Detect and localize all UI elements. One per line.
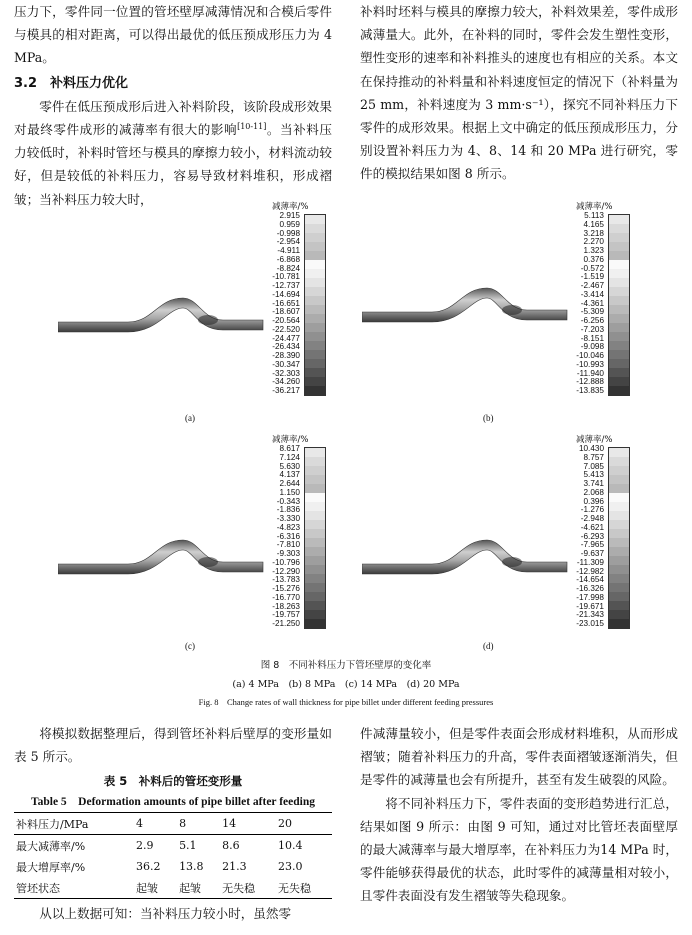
- table-header-cell: 14: [222, 817, 237, 830]
- legend-tick-label: -12.290: [272, 566, 300, 576]
- legend-tick-label: -1.836: [276, 505, 300, 515]
- legend-ticks: [570, 212, 604, 396]
- table-row: [14, 835, 332, 857]
- legend-tick-label: 0.396: [583, 496, 604, 506]
- section-heading: 3.2 补料压力优化: [14, 75, 129, 91]
- right-column-bottom: [360, 722, 678, 908]
- table-cell: 2.9: [136, 839, 154, 852]
- legend-tick-label: -4.621: [580, 522, 604, 532]
- legend-tick-label: -4.911: [277, 246, 300, 255]
- legend-tick-label: 4.137: [279, 470, 300, 480]
- tube-simulation: [58, 290, 268, 340]
- legend-tick-label: -13.783: [272, 575, 300, 585]
- legend-tick-label: -7.203: [580, 324, 604, 334]
- legend-tick-label: -18.607: [272, 307, 300, 317]
- table-header-cell: 20: [278, 817, 293, 830]
- legend-tick-label: -19.757: [272, 610, 300, 620]
- legend-tick-label: -1.276: [580, 505, 604, 515]
- legend-tick-label: -14.694: [272, 289, 300, 299]
- legend-tick-label: -8.824: [276, 263, 300, 273]
- table-cell: 管坯状态: [16, 881, 60, 895]
- legend-tick-label: -18.263: [272, 601, 300, 611]
- legend-tick-label: -8.151: [580, 333, 604, 343]
- legend-tick-label: -16.651: [272, 298, 300, 308]
- table-cell: 10.4: [278, 839, 303, 852]
- left-column-bottom: [14, 722, 332, 768]
- table-cell: 8.6: [222, 839, 240, 852]
- legend-tick-label: -24.477: [272, 333, 300, 343]
- legend-ticks: [266, 445, 300, 629]
- legend-tick-label: -10.993: [576, 359, 604, 369]
- legend-tick-label: 5.413: [583, 470, 604, 480]
- figure-subcaption: (a) 4 MPa (b) 8 MPa (c) 14 MPa (d) 20 MPa: [232, 679, 460, 690]
- table-cell: 21.3: [222, 860, 247, 873]
- legend-tick-label: 5.113: [584, 211, 604, 220]
- text: 。当补料压力较低时，补料时管坯与模具的摩擦力较小，材料流动较好，但是较低的补料压力，容易导致材料堆积，形成褶皱；当补料压力较大时，: [14, 122, 333, 207]
- legend-tick-label: -30.347: [272, 359, 300, 369]
- panel-label: (a): [185, 413, 195, 423]
- legend-title: 减薄率/%: [272, 435, 309, 445]
- legend-tick-label: 3.218: [583, 228, 604, 238]
- legend-ticks: [570, 445, 604, 629]
- table-header-cell: 8: [179, 817, 187, 830]
- panel-label: (b): [483, 413, 494, 423]
- legend-tick-label: -23.015: [576, 619, 604, 628]
- right-column-top: [360, 0, 678, 186]
- legend-tick-label: -22.520: [272, 324, 300, 334]
- legend-tick-label: -4.361: [580, 298, 604, 308]
- legend-tick-label: -36.217: [272, 386, 300, 395]
- table-cell: 无失稳: [278, 881, 312, 895]
- table-header-cell: 补料压力/MPa: [16, 817, 89, 831]
- legend-tick-label: 3.741: [583, 479, 604, 488]
- legend-tick-label: 10.430: [578, 444, 604, 453]
- legend-tick-label: -0.998: [276, 228, 300, 238]
- legend-tick-label: -9.303: [276, 549, 300, 558]
- panel-label: (d): [483, 641, 494, 651]
- legend-ticks: [266, 212, 300, 396]
- paragraph: 将不同补料压力下，零件表面的变形趋势进行汇总，结果如图 9 所示：由图 9 可知，通过对比管坯表面壁厚的最大减薄率与最大增厚率，在补料压力为14 MPa 时，零件能够获得最优的状态，此时零件的减薄量相对较小，且零件表面没有发生褶皱等失稳现象。: [360, 795, 678, 904]
- legend-tick-label: -4.823: [276, 522, 300, 532]
- legend-tick-label: 2.270: [583, 237, 604, 247]
- legend-tick-label: -6.316: [276, 531, 300, 541]
- legend-tick-label: -3.330: [276, 514, 300, 523]
- legend-tick-label: -1.519: [580, 272, 604, 282]
- legend-tick-label: 5.630: [279, 461, 300, 471]
- table-row: [14, 877, 332, 899]
- citation: [10-11]: [237, 121, 267, 131]
- legend-tick-label: -21.343: [576, 610, 604, 620]
- table-5: [14, 812, 332, 899]
- paragraph: 压力下，零件同一位置的管坯壁厚减薄情况和合模后零件与模具的相对距离，可以得出最优的低压预成形压力为 4 MPa。: [14, 4, 332, 66]
- table-cell: 起皱: [136, 881, 158, 895]
- legend-tick-label: -7.810: [276, 540, 300, 550]
- panel-label: (c): [185, 641, 195, 651]
- color-bar: [608, 214, 630, 396]
- table-cell: 起皱: [179, 881, 202, 895]
- legend-tick-label: -19.671: [576, 601, 604, 611]
- legend-tick-label: -9.098: [580, 342, 604, 352]
- paragraph: 从以上数据可知：当补料压力较小时，虽然零: [39, 906, 292, 921]
- tube-simulation: [58, 532, 268, 582]
- legend-tick-label: -0.343: [276, 496, 300, 506]
- table-cell: 5.1: [179, 839, 197, 852]
- legend-tick-label: 2.644: [279, 479, 300, 488]
- legend-tick-label: -6.256: [580, 316, 604, 325]
- legend-tick-label: -32.303: [272, 368, 300, 378]
- legend-tick-label: -6.868: [276, 254, 300, 264]
- figure-caption-cn: 图 8 不同补料压力下管坯壁厚的变化率: [260, 660, 432, 671]
- legend-title: 减薄率/%: [272, 202, 309, 212]
- legend-tick-label: -2.467: [580, 281, 604, 290]
- legend-tick-label: -16.326: [576, 584, 604, 593]
- table-title-cn: 表 5 补料后的管坯变形量: [103, 774, 243, 788]
- legend-tick-label: -10.046: [576, 351, 604, 360]
- legend-tick-label: -16.770: [272, 592, 300, 602]
- legend-tick-label: 0.376: [583, 254, 604, 264]
- legend-tick-label: -12.982: [576, 566, 604, 576]
- table-header-cell: 4: [136, 817, 143, 830]
- legend-tick-label: -9.637: [580, 549, 604, 558]
- legend-tick-label: 1.323: [583, 246, 604, 255]
- tube-simulation: [362, 532, 572, 582]
- legend-tick-label: 2.068: [583, 487, 604, 497]
- color-bar: [304, 447, 326, 629]
- table-cell: 13.8: [179, 860, 204, 873]
- legend-tick-label: -5.309: [580, 307, 604, 317]
- legend-tick-label: -28.390: [272, 351, 300, 360]
- paragraph: 补料时坯料与模具的摩擦力较大，补料效果差，零件成形减薄量大。此外，在补料的同时，零件会发生塑性变形，塑性变形的速率和补料推头的速度也有相应的关系。本文在保持推动的补料量和补料速度恒定的情况下（补料量为 25 mm，补料速度为 3 mm·s⁻¹），探究不同补料压力下零件的成形效果。根据上文中确定的低压预成形压力，分别设置补料压力为 4、8、14 和 20 MPa 进行研究，零件的模拟结果如图 8 所示。: [360, 4, 678, 182]
- table-header-row: [14, 813, 332, 835]
- legend-tick-label: -6.293: [580, 531, 604, 541]
- table-cell: 23.0: [278, 860, 303, 873]
- text: 零件在低压预成形后进入补料阶段，该阶段成形效果对最终零件成形的减薄率有很大的影响: [14, 98, 332, 138]
- legend-tick-label: -2.948: [580, 514, 604, 523]
- legend-tick-label: 4.165: [583, 219, 604, 229]
- paragraph: [14, 95, 332, 211]
- legend-tick-label: -10.781: [272, 272, 300, 282]
- legend-tick-label: -7.965: [580, 540, 604, 550]
- table-row: [14, 856, 332, 877]
- legend-title: 减薄率/%: [576, 435, 613, 445]
- legend-title: 减薄率/%: [576, 202, 613, 212]
- table-cell: 最大增厚率/%: [16, 860, 86, 874]
- table-cell: 无失稳: [222, 881, 256, 895]
- legend-tick-label: -11.940: [576, 368, 604, 378]
- left-column-top: [14, 0, 332, 211]
- legend-tick-label: -21.250: [272, 619, 300, 628]
- legend-tick-label: -13.835: [576, 386, 604, 395]
- legend-tick-label: -12.888: [576, 377, 604, 387]
- legend-tick-label: 8.617: [279, 444, 300, 453]
- table-cell: 最大减薄率/%: [16, 839, 86, 853]
- color-bar: [608, 447, 630, 629]
- legend-tick-label: -2.954: [276, 237, 300, 247]
- table-title-en: Table 5 Deformation amounts of pipe billet after feeding: [31, 796, 315, 808]
- legend-tick-label: 7.085: [583, 461, 604, 471]
- paragraph: 将模拟数据整理后，得到管坯补料后壁厚的变形量如表 5 所示。: [14, 726, 332, 765]
- left-column-end: [14, 902, 332, 925]
- figure-caption-en: Fig. 8 Change rates of wall thickness for pipe billet under different feeding pressures: [198, 697, 494, 707]
- legend-tick-label: -3.414: [580, 289, 604, 299]
- legend-tick-label: -11.309: [576, 557, 604, 567]
- legend-tick-label: -10.796: [272, 557, 300, 567]
- legend-tick-label: -26.434: [272, 342, 300, 352]
- legend-tick-label: -17.998: [576, 592, 604, 602]
- tube-simulation: [362, 280, 572, 330]
- legend-tick-label: 7.124: [279, 452, 300, 462]
- legend-tick-label: 8.757: [583, 452, 604, 462]
- legend-tick-label: 1.150: [279, 487, 300, 497]
- legend-tick-label: -15.276: [272, 584, 300, 593]
- legend-tick-label: 0.959: [279, 219, 300, 229]
- color-bar: [304, 214, 326, 396]
- legend-tick-label: -12.737: [272, 281, 300, 290]
- legend-tick-label: -34.260: [272, 377, 300, 387]
- table-cell: 36.2: [136, 860, 161, 873]
- legend-tick-label: -14.654: [576, 575, 604, 585]
- paragraph: 件减薄量较小，但是零件表面会形成材料堆积，从而形成褶皱；随着补料压力的升高，零件表面褶皱逐渐消失，但是零件的减薄量也会有所提升，甚至有发生破裂的风险。: [360, 726, 678, 788]
- legend-tick-label: -0.572: [580, 263, 604, 273]
- legend-tick-label: 2.915: [279, 211, 300, 220]
- legend-tick-label: -20.564: [272, 316, 300, 325]
